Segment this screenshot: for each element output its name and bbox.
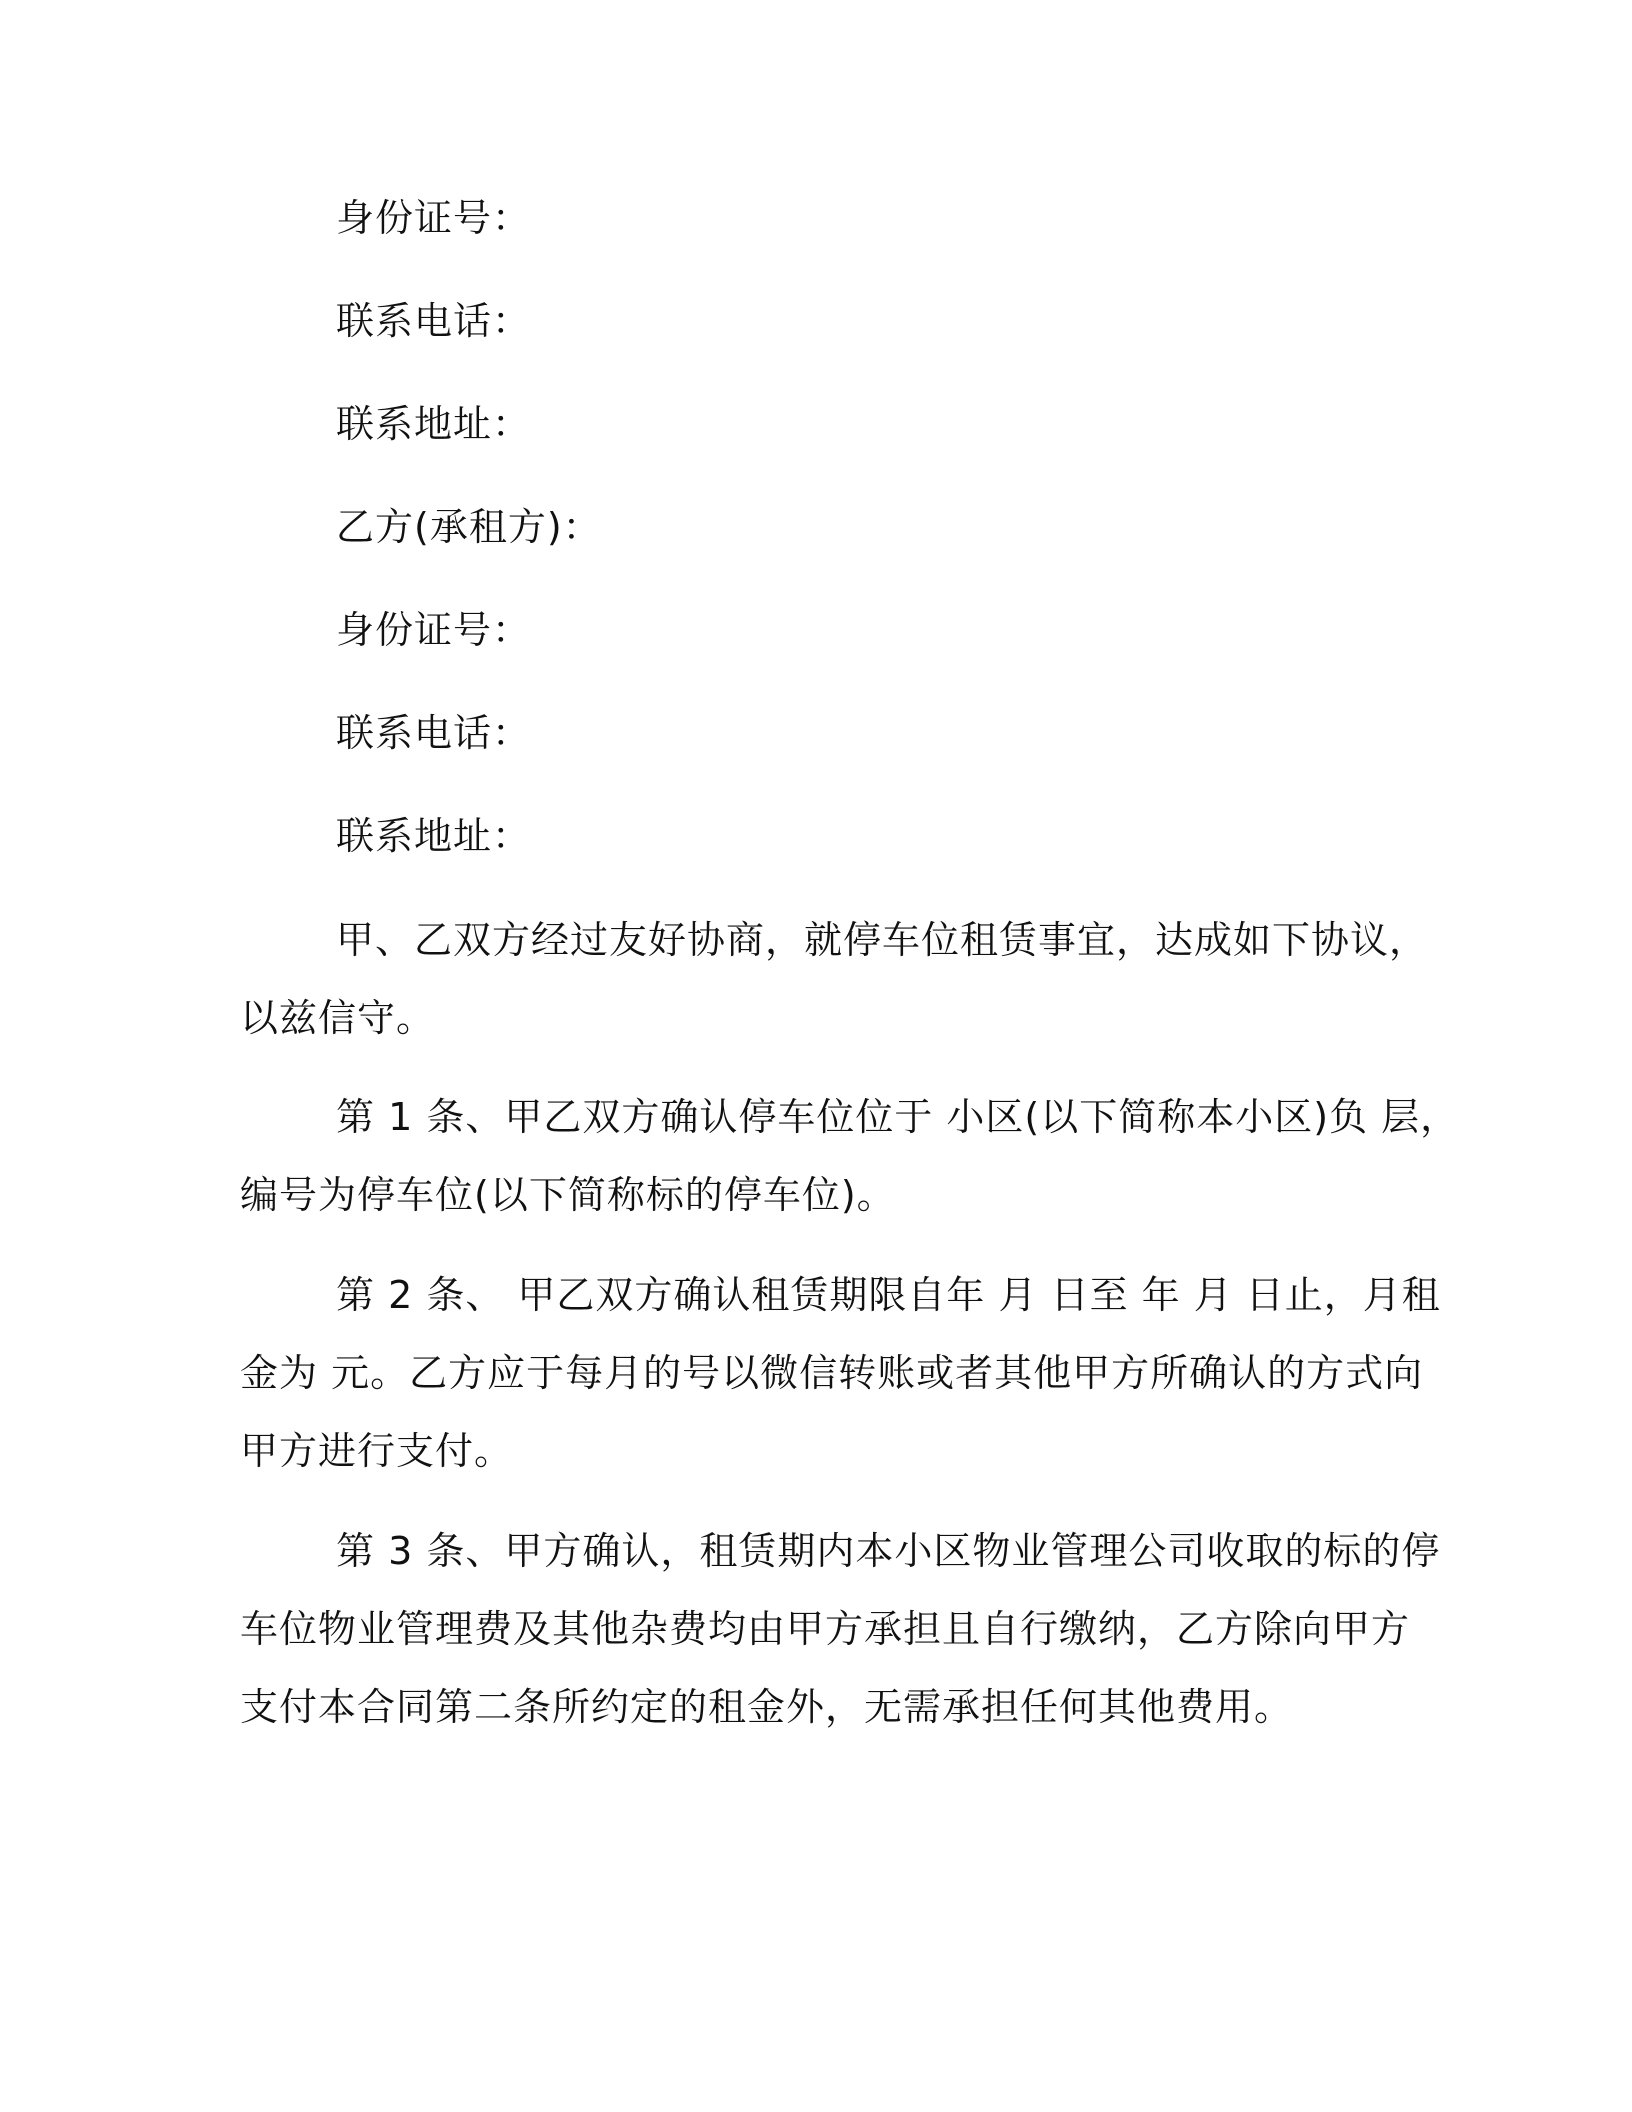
article-1-line-2: 编号为停车位(以下简称标的停车位)。 — [240, 1173, 896, 1217]
article-3-line-1: 第 3 条、甲方确认，租赁期内本小区物业管理公司收取的标的停 — [336, 1529, 1441, 1573]
article-2-line-3: 甲方进行支付。 — [240, 1429, 514, 1473]
article-2-line-1: 第 2 条、 甲乙双方确认租赁期限自年 月 日至 年 月 日止，月租 — [336, 1273, 1441, 1317]
party-a-address-label: 联系地址： — [336, 402, 532, 446]
preamble-line-2: 以兹信守。 — [240, 996, 436, 1040]
party-a-id-number-label: 身份证号： — [336, 196, 532, 240]
party-b-phone-label: 联系电话： — [336, 711, 532, 755]
article-1-paragraph — [240, 1078, 1460, 1234]
party-b-address-label: 联系地址： — [336, 814, 532, 858]
party-a-phone-label: 联系电话： — [336, 299, 532, 343]
party-b-id-number-label: 身份证号： — [336, 608, 532, 652]
article-3-line-3: 支付本合同第二条所约定的租金外，无需承担任何其他费用。 — [240, 1685, 1294, 1729]
article-3-line-2: 车位物业管理费及其他杂费均由甲方承担且自行缴纳，乙方除向甲方 — [240, 1607, 1411, 1651]
article-2-line-2: 金为 元。乙方应于每月的号以微信转账或者其他甲方所确认的方式向 — [240, 1351, 1424, 1395]
article-1-line-1: 第 1 条、甲乙双方确认停车位位于 小区(以下简称本小区)负 层， — [336, 1095, 1460, 1139]
party-b-heading: 乙方(承租方)： — [336, 505, 602, 549]
article-2-paragraph — [240, 1256, 1441, 1490]
article-3-paragraph — [240, 1512, 1441, 1746]
preamble-paragraph — [240, 901, 1429, 1057]
preamble-line-1: 甲、乙双方经过友好协商，就停车位租赁事宜，达成如下协议， — [336, 918, 1429, 962]
